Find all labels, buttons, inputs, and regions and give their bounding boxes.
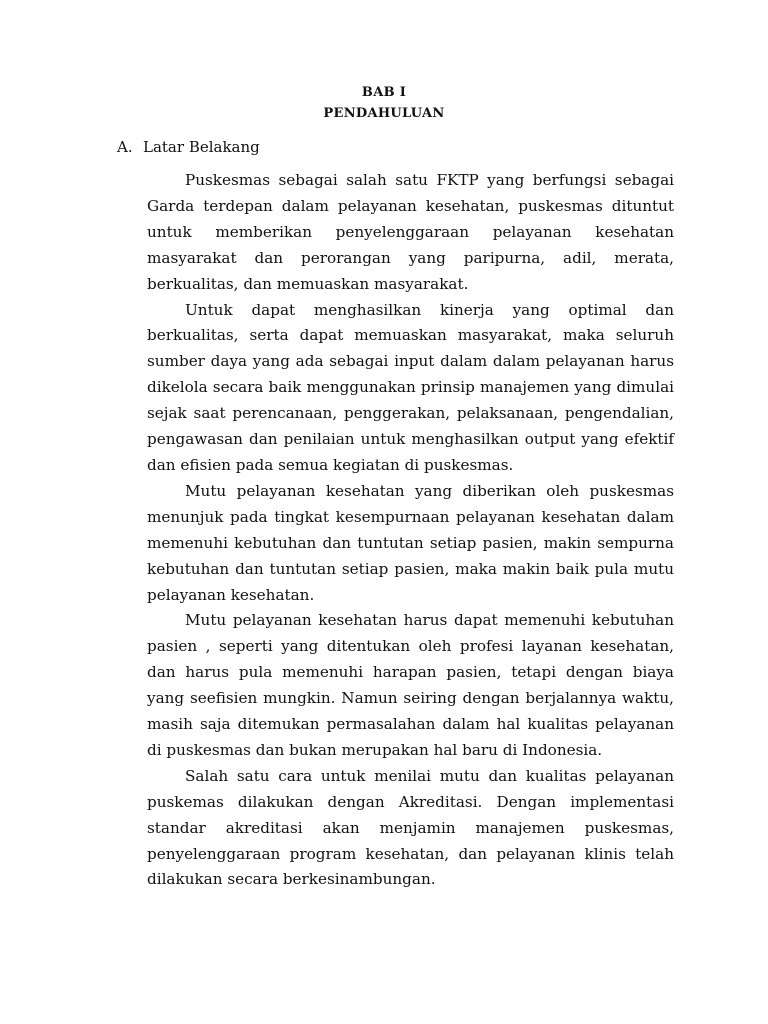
paragraph: Mutu pelayanan kesehatan yang diberikan oleh puskesmas menunjuk pada tingkat kesempurnaan pelayanan kesehatan dalam memenuhi kebutuhan dan tuntutan setiap pasien, makin sempurna kebutuhan dan tuntutan setiap pasien, maka makin baik pula mutu pelayanan kesehatan. bbox=[147, 481, 674, 604]
paragraph: Mutu pelayanan kesehatan harus dapat memenuhi kebutuhan pasien , seperti yang ditentukan oleh profesi layanan kesehatan, dan harus pula memenuhi harapan pasien, tetapi dengan biaya yang seefisien mungkin. Namun seiring dengan berjalannya waktu, masih saja ditemukan permasalahan dalam hal kualitas pelayanan di puskesmas dan bukan merupakan hal baru di Indonesia. bbox=[147, 611, 674, 759]
paragraph: Salah satu cara untuk menilai mutu dan kualitas pelayanan puskemas dilakukan dengan Akreditasi. Dengan implementasi standar akreditasi akan menjamin manajemen puskesmas, penyelenggaraan program kesehatan, dan pelayanan klinis telah dilakukan secara berkesinambungan. bbox=[147, 766, 674, 889]
paragraph: Untuk dapat menghasilkan kinerja yang optimal dan berkualitas, serta dapat memuaskan masyarakat, maka seluruh sumber daya yang ada sebagai input dalam dalam pelayanan harus dikelola secara baik menggunakan prinsip manajemen yang dimulai sejak saat perencanaan, penggerakan, pelaksanaan, pengendalian, pengawasan dan penilaian untuk menghasilkan output yang efektif dan efisien pada semua kegiatan di puskesmas. bbox=[147, 300, 674, 474]
chapter-title: PENDAHULUAN bbox=[323, 106, 445, 121]
paragraph: Puskesmas sebagai salah satu FKTP yang berfungsi sebagai Garda terdepan dalam pelayanan kesehatan, puskesmas dituntut untuk memberikan penyelenggaraan pelayanan kesehatan masyarakat dan perorangan yang paripurna, adil, merata, berkualitas, dan memuaskan masyarakat. bbox=[147, 171, 674, 293]
section-number: A. bbox=[117, 138, 133, 156]
section-title: Latar Belakang bbox=[143, 138, 260, 156]
body-text bbox=[147, 168, 674, 893]
section-heading bbox=[117, 138, 260, 156]
chapter-number: BAB I bbox=[361, 85, 407, 100]
